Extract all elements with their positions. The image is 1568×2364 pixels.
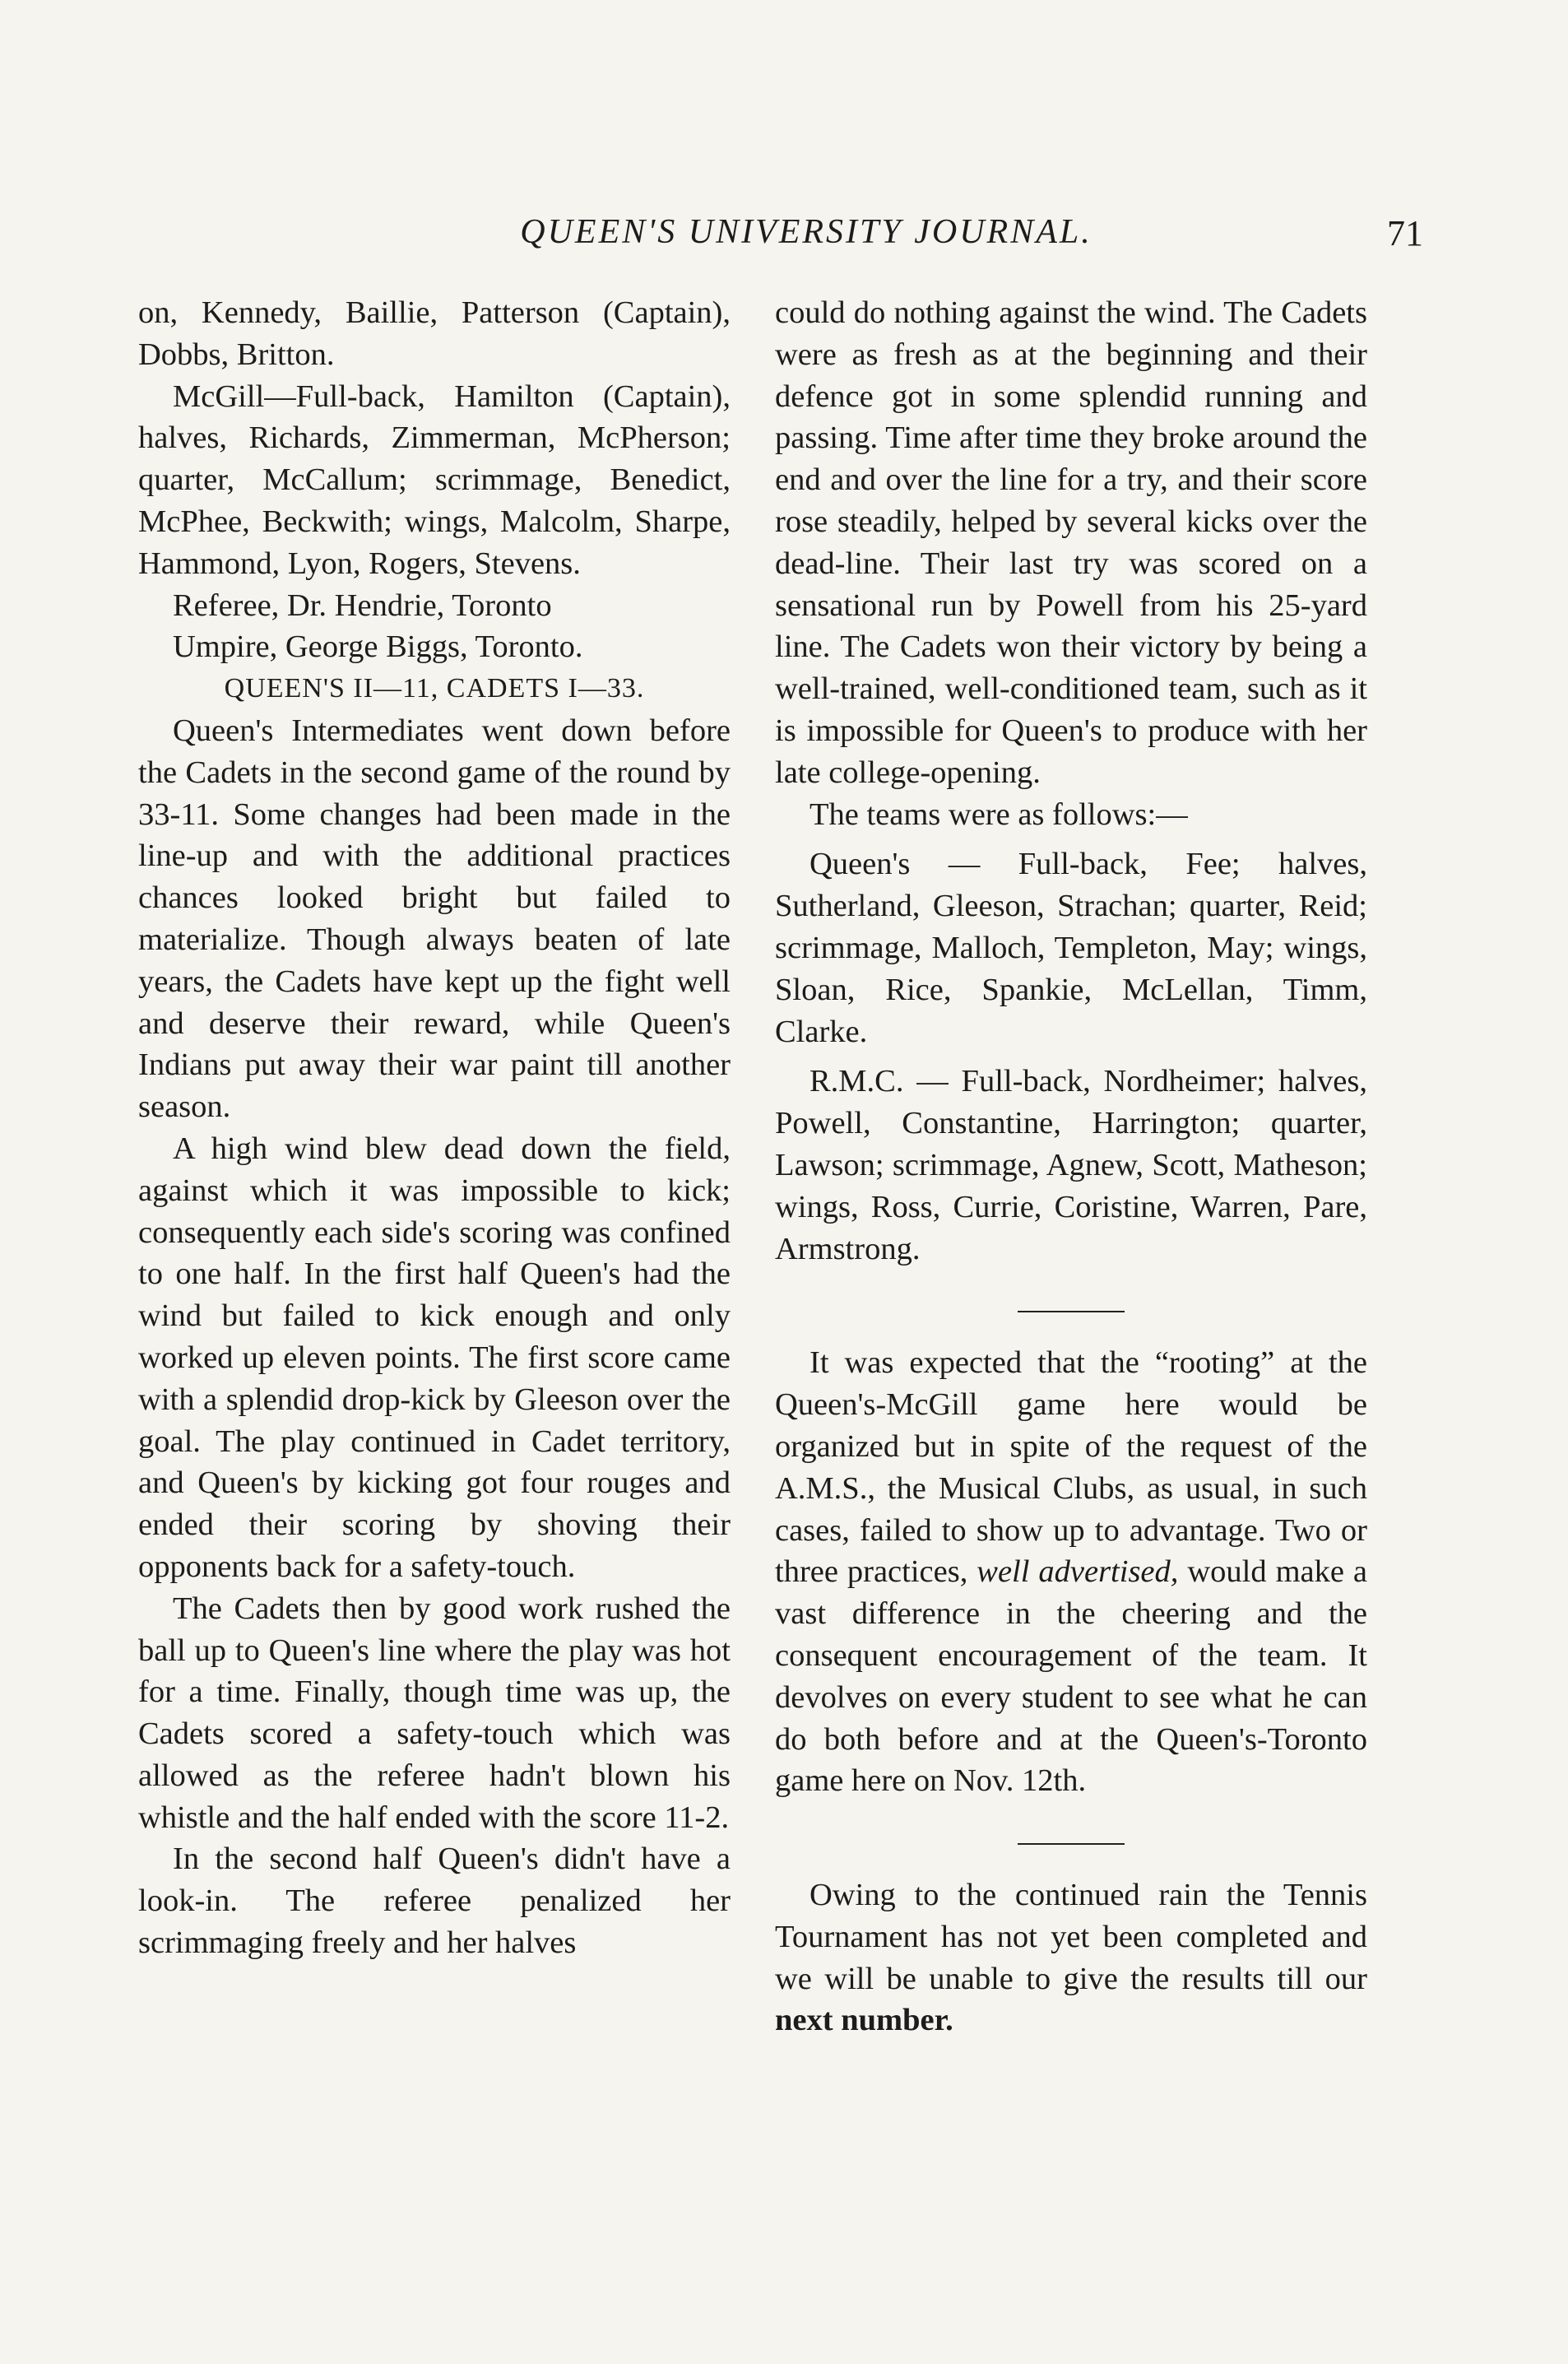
left-column [138,292,731,1964]
lineup-continued: on, Kennedy, Baillie, Patterson (Captain), Dobbs, Britton. [138,295,731,372]
page-header [411,212,1423,270]
tennis-paragraph [775,1874,1367,2041]
page-number: 71 [1387,213,1423,253]
tennis-emphasis: next number. [775,2003,953,2038]
queens-lineup: Queen's — Full-back, Fee; halves, Sutherland, Gleeson, Strachan; quarter, Reid; scrimmage, Malloch, Templeton, May; wings, Sloan, Rice, Spankie, McLellan, Timm, Clarke. [775,847,1367,1049]
rmc-lineup: R.M.C. — Full-back, Nordheimer; halves, Powell, Constantine, Harrington; quarter, Lawson; scrimmage, Agnew, Scott, Matheson; wings, Ross, Currie, Coristine, Warren, Pare, Armstrong. [775,1064,1367,1266]
teams-intro: The teams were as follows:— [810,797,1188,832]
mcgill-lineup: McGill—Full-back, Hamilton (Captain), halves, Richards, Zimmerman, McPherson; quarter, McCallum; scrimmage, Benedict, McPhee, Beckwith; wings, Malcolm, Sharpe, Hammond, Lyon, Rogers, Stevens. [138,379,731,581]
tennis-text: Owing to the continued rain the Tennis Tournament has not yet been completed and we will be unable to give the results till our [775,1878,1367,1996]
umpire-line: Umpire, George Biggs, Toronto. [173,629,583,665]
section-divider [1018,1843,1125,1845]
rooting-text-2: would make a vast difference in the cheering and the consequent encouragement of the team. It devolves on every student to see what he can do both before and at the Queen's-Toronto game here on Nov. 12th. [775,1554,1367,1799]
running-title: QUEEN'S UNIVERSITY JOURNAL. [520,213,1092,251]
article-paragraph: A high wind blew dead down the field, against which it was impossible to kick; consequently each side's scoring was confined to one half. In the first half Queen's had the wind but failed to kick enough and only worked up eleven points. The first score came with a splendid drop-kick by Gleeson over the goal. The play continued in Cadet territory, and Queen's by kicking got four rouges and ended their scoring by shoving their opponents back for a safety-touch. [138,1131,731,1584]
article-paragraph: could do nothing against the wind. The Cadets were as fresh as at the beginning and their defence got in some splendid running and passing. Time after time they broke around the end and over the line for a try, and their score rose steadily, helped by several kicks over the dead-line. Their last try was scored on a sensational run by Powell from his 25-yard line. The Cadets won their victory by being a well-trained, well-conditioned team, such as it is impossible for Queen's to produce with her late college-opening. [775,295,1367,790]
article-paragraph: The Cadets then by good work rushed the ball up to Queen's line where the play was hot for a time. Finally, though time was up, the Cadets scored a safety-touch which was allowed as the referee hadn't blown his whistle and the half ended with the score 11-2. [138,1591,731,1835]
rooting-paragraph [775,1342,1367,1802]
section-divider [1018,1311,1125,1312]
rooting-text-1: It was expected that the “rooting” at the Queen's-McGill game here would be organized but in spite of the request of the A.M.S., the Musical Clubs, as usual, in such cases, failed to show up to advantage. Two or three practices, [775,1345,1367,1590]
article-paragraph: In the second half Queen's didn't have a look-in. The referee penalized her scrimmaging freely and her halves [138,1842,731,1961]
rooting-emphasis: well advertised, [977,1554,1179,1590]
right-column [775,292,1367,2041]
article-paragraph: Queen's Intermediates went down before the Cadets in the second game of the round by 33-11. Some changes had been made in the line-up and with the additional practices chances looked bright but failed to materialize. Though always beaten of late years, the Cadets have kept up the fight well and deserve their reward, while Queen's Indians put away their war paint till another season. [138,713,731,1125]
referee-line: Referee, Dr. Hendrie, Toronto [173,588,552,623]
game-score-subhead: QUEEN'S II—11, CADETS I—33. [224,673,645,704]
